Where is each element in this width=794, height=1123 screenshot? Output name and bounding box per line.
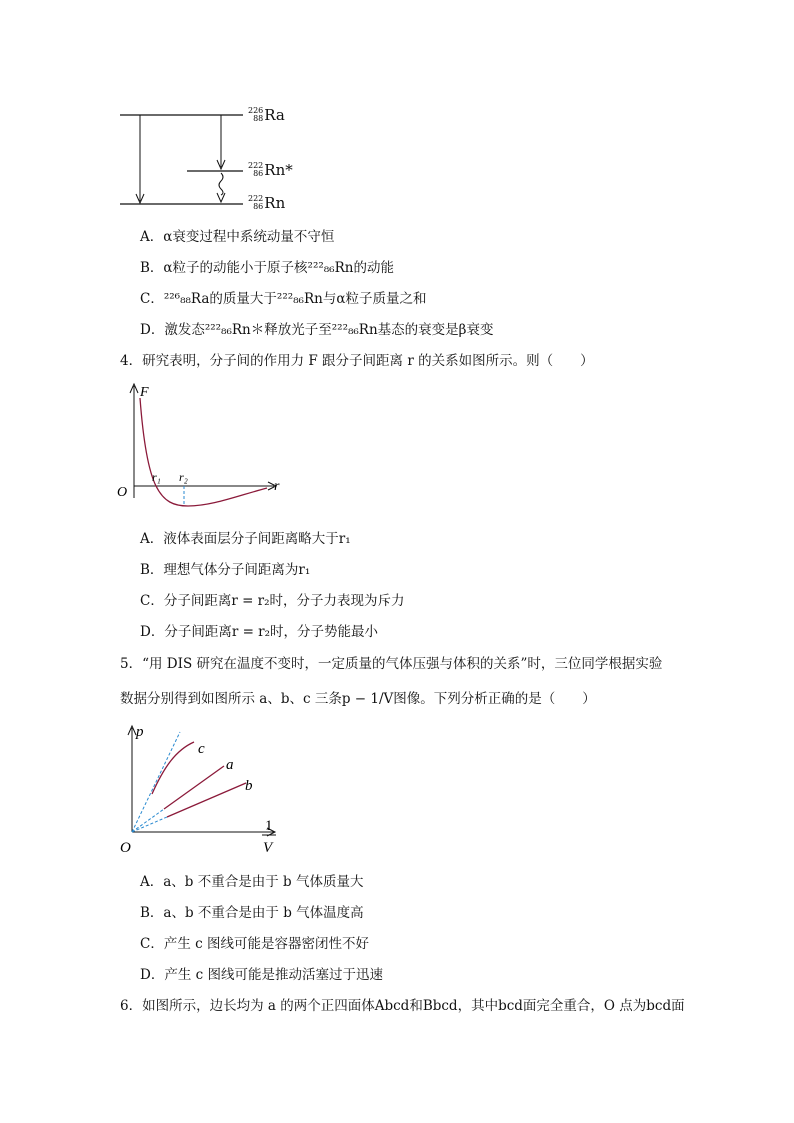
- q5-option-a: A．a、b 不重合是由于 b 气体质量大: [140, 874, 364, 890]
- q5-option-c: C．产生 c 图线可能是容器密闭性不好: [140, 936, 369, 952]
- label-a: a: [226, 757, 234, 773]
- q4-option-b: B．理想气体分子间距离为r₁: [140, 562, 311, 578]
- label-v: V: [263, 840, 273, 856]
- q4-option-d: D．分子间距离r = r₂时，分子势能最小: [140, 624, 379, 640]
- q5-stem-line2: 数据分别得到如图所示 a、b、c 三条p − 1/V图像。下列分析正确的是（ ）: [120, 691, 596, 707]
- q3-option-b: B．α粒子的动能小于原子核²²²₈₆Rn的动能: [140, 260, 394, 276]
- force-curve: [140, 398, 267, 506]
- label-p: p: [136, 724, 144, 740]
- q4-option-a: A．液体表面层分子间距离略大于r₁: [140, 531, 351, 547]
- q5-option-b: B．a、b 不重合是由于 b 气体温度高: [140, 905, 364, 921]
- q3-option-c: C．²²⁶₈₈Ra的质量大于²²²₈₆Rn与α粒子质量之和: [140, 291, 427, 307]
- q3-option-d: D．激发态²²²₈₆Rn＊释放光子至²²²₈₆Rn基态的衰变是β衰变: [140, 322, 494, 338]
- label-r-axis: r: [274, 479, 280, 494]
- label-origin-5: O: [120, 840, 131, 856]
- q3-option-a: A．α衰变过程中系统动量不守恒: [140, 229, 335, 245]
- q4-option-c: C．分子间距离r = r₂时，分子力表现为斥力: [140, 593, 405, 609]
- label-c: c: [198, 741, 205, 757]
- label-rn-excited: 222 86 Rn*: [248, 161, 293, 179]
- label-one: 1: [265, 818, 273, 834]
- dash-a: [132, 809, 164, 832]
- label-r2: r₂: [179, 470, 188, 484]
- dash-c: [132, 732, 180, 832]
- q5-option-d: D．产生 c 图线可能是推动活塞过于迅速: [140, 967, 383, 983]
- label-r1: r₁: [152, 470, 161, 484]
- line-a: [164, 766, 224, 809]
- q5-stem-line1: 5．“用 DIS 研究在温度不变时，一定质量的气体压强与体积的关系”时，三位同学根据实验: [120, 656, 663, 672]
- curve-c: [152, 742, 194, 794]
- photon-wave: [219, 173, 223, 195]
- label-origin: O: [117, 485, 128, 500]
- q4-stem: 4．研究表明，分子间的作用力 F 跟分子间距离 r 的关系如图所示。则（ ）: [120, 353, 594, 369]
- label-f: F: [140, 385, 149, 400]
- label-rn-ground: 222 86 Rn: [248, 194, 286, 212]
- label-ra: 226 88 Ra: [248, 106, 285, 124]
- force-distance-graph: [112, 378, 292, 508]
- q6-stem: 6．如图所示，边长均为 a 的两个正四面体Abcd和Bbcd，其中bcd面完全重合，O 点为bcd面: [120, 998, 685, 1014]
- p-inverse-v-graph: [112, 722, 292, 862]
- line-b: [167, 783, 246, 817]
- label-b: b: [245, 778, 253, 794]
